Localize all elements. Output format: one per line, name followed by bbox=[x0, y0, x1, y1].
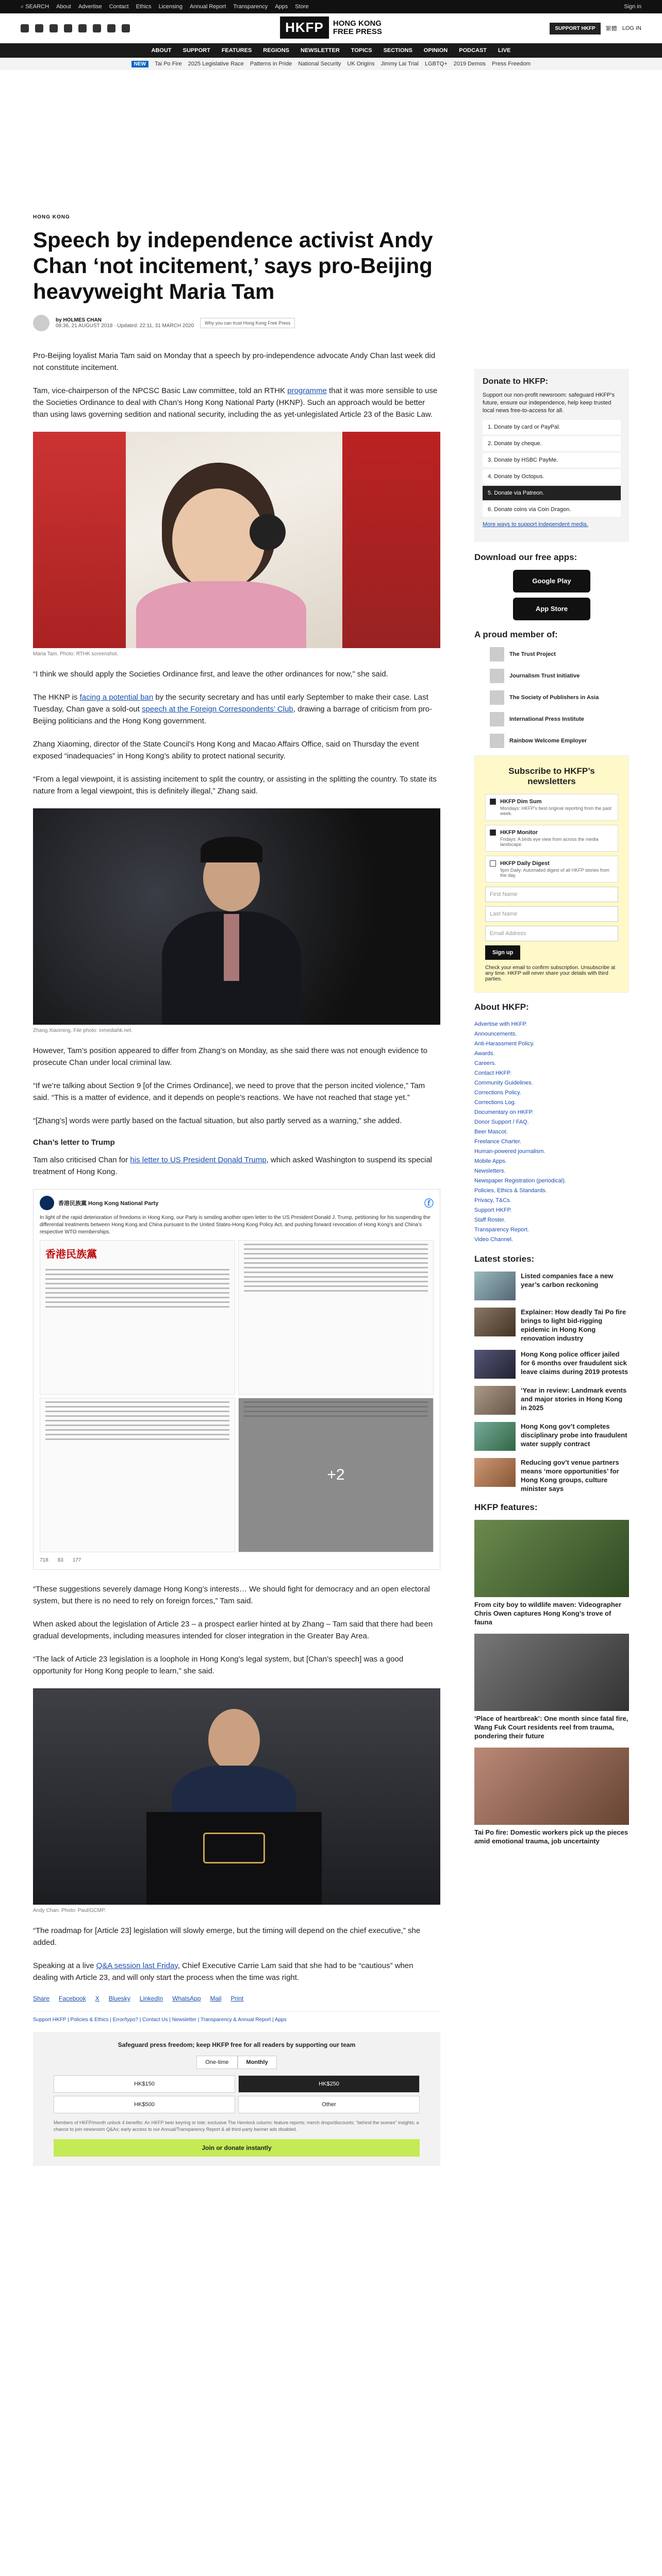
qa-session-link[interactable]: Q&A session last Friday bbox=[96, 1961, 178, 1970]
story-title: Hong Kong police officer jailed for 6 months over fraudulent sick leave claims during 2019 protests bbox=[521, 1350, 628, 1376]
option-name: HKFP Monitor bbox=[500, 829, 538, 836]
rss-icon[interactable] bbox=[122, 24, 130, 32]
newsletter-option[interactable] bbox=[485, 794, 618, 821]
logo-line1: HONG KONG bbox=[333, 19, 382, 28]
donate-widget-title: Safeguard press freedom; keep HKFP free for all readers by supporting our team bbox=[118, 2041, 356, 2048]
story-thumbnail bbox=[474, 1308, 516, 1336]
org-logo bbox=[490, 712, 504, 726]
story-title: Listed companies face a new year’s carbon reckoning bbox=[521, 1272, 614, 1289]
article-meta: by HOLMES CHAN 08:36, 21 AUGUST 2018 · Updated: 22:11, 31 MARCH 2020 Why you can trust Hong Kong Free Press bbox=[33, 315, 440, 331]
trending-link[interactable]: 2025 Legislative Race bbox=[188, 61, 244, 67]
author-avatar bbox=[33, 315, 49, 331]
org-name: Rainbow Welcome Employer bbox=[509, 738, 587, 744]
facebook-icon[interactable] bbox=[21, 24, 29, 32]
latest-story[interactable] bbox=[474, 1422, 629, 1451]
share-bluesky[interactable]: Bluesky bbox=[108, 1995, 130, 2002]
story-title: Explainer: How deadly Tai Po fire brings to light bid-rigging epidemic in Hong Kong renovation industry bbox=[521, 1308, 626, 1342]
option-name: HKFP Dim Sum bbox=[500, 799, 542, 805]
donate-intro[interactable]: Support our non-profit newsroom: safeguard HKFP’s future, ensure our independence, help keep trusted local news free-to-access for all. bbox=[483, 392, 615, 414]
email-input[interactable]: Email Address bbox=[485, 926, 618, 941]
member-title: A proud member of: bbox=[474, 630, 558, 639]
story-thumbnail bbox=[474, 1386, 516, 1415]
logo-box: HKFP bbox=[280, 16, 329, 39]
org-logo bbox=[490, 690, 504, 705]
topbar-link-advertise[interactable]: Advertise bbox=[78, 4, 102, 10]
programme-link[interactable]: programme bbox=[287, 386, 327, 395]
publish-date: 08:36, 21 AUGUST 2018 bbox=[56, 323, 113, 329]
instagram-icon[interactable] bbox=[49, 24, 58, 32]
paragraph: However, Tam’s position appeared to differ from Zhang’s on Monday, as she said there was not enough evidence to prosecute Chan under local criminal law. bbox=[33, 1046, 427, 1067]
trending-link[interactable]: UK Origins bbox=[347, 61, 375, 67]
amount-option[interactable]: HK$500 bbox=[54, 2096, 235, 2113]
page-avatar bbox=[40, 1196, 54, 1210]
about-link[interactable]: Anti-Harassment Policy. bbox=[474, 1041, 535, 1047]
about-link[interactable]: Newsletters. bbox=[474, 1168, 506, 1174]
text: The HKNP is bbox=[33, 693, 80, 702]
nav-topics[interactable]: TOPICS bbox=[351, 47, 372, 54]
org-name: The Society of Publishers in Asia bbox=[509, 694, 599, 701]
paragraph: Zhang Xiaoming, director of the State Council’s Hong Kong and Macao Affairs Office, said on Thursday the event exposed “inadequacies” in Hong Kong’s ability to protect national security. bbox=[33, 740, 419, 760]
text: that it was more sensible to use the Societies Ordinance to deal with Chan’s Hong Kong National Party (HKNP). Such an approach would be better than using laws governing sedition and national security, including the as yet-unlegislated Article 23 of the Basic Law. bbox=[33, 386, 438, 419]
nav-podcast[interactable]: PODCAST bbox=[459, 47, 487, 54]
fb-post-text: In light of the rapid deterioration of freedoms in Hong Kong, our Party is sending another open letter to the US President Donald J. Trump, petitioning for his suspending the differential treatments between Hong Kong and China pursuant to the United States-Hong Kong Policy Act, and pushing forward revocation of Hong Kong’s and China’s respective WTO memberships. bbox=[40, 1215, 431, 1235]
trending-bar bbox=[0, 58, 662, 70]
paragraph: “[Zhang’s] words were partly based on the factual situation, but also partly served as a warning,” she added. bbox=[33, 1116, 402, 1125]
share-linkedin[interactable]: LinkedIn bbox=[139, 1995, 163, 2002]
nav-opinion[interactable]: OPINION bbox=[423, 47, 448, 54]
bluesky-icon[interactable] bbox=[107, 24, 115, 32]
org-logo bbox=[490, 734, 504, 748]
login-link[interactable]: LOG IN bbox=[622, 25, 641, 31]
trending-link[interactable]: Jimmy Lai Trial bbox=[380, 61, 419, 67]
paragraph bbox=[33, 385, 440, 420]
letter-page[interactable] bbox=[40, 1240, 235, 1395]
amount-option[interactable]: Other bbox=[238, 2096, 420, 2113]
sidebar bbox=[474, 369, 629, 1853]
newsletter-option[interactable] bbox=[485, 856, 618, 883]
join-donate-button[interactable]: Join or donate instantly bbox=[54, 2139, 420, 2157]
linkedin-icon[interactable] bbox=[93, 24, 101, 32]
feature-image bbox=[474, 1634, 629, 1711]
support-hkfp-button[interactable]: SUPPORT HKFP bbox=[550, 23, 600, 35]
text: , drawing a barrage of criticism from pro-Beijing politicians and the Hong Kong government. bbox=[33, 705, 433, 725]
top-utility-bar bbox=[0, 0, 662, 13]
donate-option[interactable]: 2. Donate by cheque. bbox=[483, 436, 621, 451]
option-desc: Mondays: HKFP’s best original reporting from the past week. bbox=[500, 806, 611, 816]
org-logo bbox=[490, 647, 504, 662]
paragraph bbox=[33, 1960, 440, 1984]
article-footer-links[interactable]: Support HKFP | Policies & Ethics | Error/typo? | Contact Us | Newsletter | Transparency & Annual Report | Apps bbox=[33, 2011, 440, 2023]
paragraph: When asked about the legislation of Article 23 – a prospect earlier hinted at by Zhang – Tam said that there had been gradual developments, including measures intended for closer integration in the Greater Bay Area. bbox=[33, 1620, 433, 1640]
topbar-link-annual-report[interactable]: Annual Report bbox=[190, 4, 226, 10]
topbar-link-licensing[interactable]: Licensing bbox=[158, 4, 183, 10]
nav-support[interactable]: SUPPORT bbox=[183, 47, 210, 54]
story-thumbnail bbox=[474, 1272, 516, 1300]
trending-link[interactable]: 2019 Demos bbox=[453, 61, 486, 67]
feature-story[interactable] bbox=[474, 1634, 629, 1740]
paragraph: “The roadmap for [Article 23] legislation will slowly emerge, but the timing will depend on the chief executive,” she added. bbox=[33, 1926, 421, 1947]
zhang-xiaoming-photo bbox=[33, 808, 440, 1025]
latest-story[interactable] bbox=[474, 1350, 629, 1379]
language-switch[interactable]: 繁體 bbox=[605, 26, 617, 32]
about-link[interactable]: Beer Mascot. bbox=[474, 1129, 508, 1135]
feature-story[interactable] bbox=[474, 1520, 629, 1626]
about-link[interactable]: Video Channel. bbox=[474, 1236, 514, 1243]
story-title: Reducing gov’t venue partners means ‘more opportunities’ for Hong Kong groups, culture minister says bbox=[521, 1459, 619, 1493]
org-name: International Press Institute bbox=[509, 716, 584, 722]
text: , Chief Executive Carrie Lam said that she had to be “cautious” when dealing with Article 23, and will only start the process when the time was right. bbox=[33, 1961, 413, 1982]
nav-sections[interactable]: SECTIONS bbox=[383, 47, 412, 54]
article-title: Speech by independence activist Andy Chan ‘not incitement,’ says pro-Beijing heavyweight Maria Tam bbox=[33, 228, 433, 303]
option-desc: Fridays: A birds eye view from across the media landscape. bbox=[500, 837, 599, 847]
topbar-link-about[interactable]: About bbox=[56, 4, 71, 10]
about-link[interactable]: Staff Roster. bbox=[474, 1217, 506, 1223]
doc-heading: 香港民族黨 bbox=[45, 1249, 97, 1260]
about-link[interactable]: Donor Support / FAQ. bbox=[474, 1119, 529, 1125]
social-links bbox=[21, 24, 130, 32]
share-mail[interactable]: Mail bbox=[210, 1995, 222, 2002]
trending-link[interactable]: LGBTQ+ bbox=[424, 61, 448, 67]
likes-count[interactable]: 718 bbox=[40, 1557, 48, 1563]
about-link[interactable]: Careers. bbox=[474, 1060, 496, 1066]
about-link[interactable]: Community Guidelines. bbox=[474, 1080, 533, 1086]
amount-option[interactable]: HK$150 bbox=[54, 2075, 235, 2093]
feature-title: ‘Place of heartbreak’: One month since fatal fire, Wang Fuk Court residents reel from trauma, pondering their future bbox=[474, 1715, 628, 1740]
search-label: SEARCH bbox=[25, 3, 49, 10]
feature-title: From city boy to wildlife maven: Videographer Chris Owen captures Hong Kong’s trove of fauna bbox=[474, 1601, 622, 1626]
story-title: Hong Kong gov’t completes disciplinary probe into fraudulent water supply contract bbox=[521, 1422, 627, 1448]
trending-link[interactable]: National Security bbox=[298, 61, 341, 67]
text: Speaking at a live bbox=[33, 1961, 96, 1970]
paragraph: “From a legal viewpoint, it is assisting incitement to split the country, or assisting in the splitting the country. To state its nature from a legal viewpoint, this is definitely illegal,” Zhang said. bbox=[33, 775, 437, 795]
andy-chan-photo bbox=[33, 1688, 440, 1905]
amount-option[interactable]: HK$250 bbox=[238, 2075, 420, 2093]
feature-image bbox=[474, 1748, 629, 1825]
paragraph bbox=[33, 1154, 440, 1178]
search-link[interactable]: ⌕ SEARCH bbox=[21, 3, 49, 10]
paragraph bbox=[33, 691, 440, 727]
checkbox[interactable] bbox=[490, 829, 496, 836]
topbar-link-store[interactable]: Store bbox=[295, 4, 309, 10]
newsletter-box bbox=[474, 755, 629, 993]
article bbox=[33, 214, 440, 2166]
about-title: About HKFP: bbox=[474, 1002, 529, 1012]
google-play-button[interactable]: Google Play bbox=[513, 570, 590, 592]
about-link[interactable]: Transparency Report. bbox=[474, 1227, 529, 1233]
feature-title: Tai Po fire: Domestic workers pick up the pieces amid emotional trauma, job uncertainty bbox=[474, 1828, 628, 1845]
donate-option[interactable]: 3. Donate by HSBC PayMe. bbox=[483, 453, 621, 467]
about-link[interactable]: Mobile Apps. bbox=[474, 1158, 507, 1164]
share-whatsapp[interactable]: WhatsApp bbox=[172, 1995, 201, 2002]
donate-option[interactable]: 5. Donate via Patreon. bbox=[483, 486, 621, 500]
donate-widget bbox=[33, 2032, 440, 2166]
paragraph: “These suggestions severely damage Hong Kong’s interests… We should fight for democracy and an open electoral system, but there is no need to rely on foreign forces,” Tam said. bbox=[33, 1585, 430, 1605]
text: by the security secretary and has until early September to make their case. Last Tuesday, Chan gave a sold-out bbox=[33, 693, 428, 714]
share-x[interactable]: X bbox=[95, 1995, 100, 2002]
masthead bbox=[0, 13, 662, 43]
donate-option[interactable]: 4. Donate by Octopus. bbox=[483, 469, 621, 484]
about-link[interactable]: Contact HKFP. bbox=[474, 1070, 511, 1076]
donate-option[interactable]: 1. Donate by card or PayPal. bbox=[483, 420, 621, 434]
org-name: Journalism Trust Initiative bbox=[509, 673, 580, 679]
option-name: HKFP Daily Digest bbox=[500, 860, 550, 867]
member-org[interactable] bbox=[490, 647, 629, 662]
member-org[interactable] bbox=[490, 669, 629, 683]
facebook-icon: ⓕ bbox=[424, 1198, 434, 1209]
about-link[interactable]: Newspaper Registration (periodical). bbox=[474, 1178, 566, 1184]
fcc-speech-link[interactable]: speech at the Foreign Correspondents’ Club bbox=[141, 705, 293, 714]
text: Tam also criticised Chan for bbox=[33, 1156, 130, 1164]
youtube-icon[interactable] bbox=[64, 24, 72, 32]
paragraph: “I think we should apply the Societies Ordinance first, and leave the other ordinances for now,” she said. bbox=[33, 670, 388, 679]
about-link[interactable]: Corrections Log. bbox=[474, 1099, 516, 1106]
signup-button[interactable]: Sign up bbox=[485, 945, 520, 960]
more-photos-overlay[interactable]: +2 bbox=[239, 1398, 433, 1552]
feature-image bbox=[474, 1520, 629, 1597]
first-name-input[interactable]: First Name bbox=[485, 887, 618, 902]
latest-story[interactable] bbox=[474, 1386, 629, 1415]
newsletter-option[interactable] bbox=[485, 825, 618, 852]
photo-caption: Maria Tam. Photo: RTHK screenshot. bbox=[33, 651, 119, 657]
paragraph: “If we’re talking about Section 9 [of the Crimes Ordinance], we need to prove that the person incited violence,” Tam said. “This is a matter of evidence, and it depends on people’s reactions. We have not reached that stage yet.” bbox=[33, 1081, 425, 1102]
trust-link[interactable]: Why you can trust Hong Kong Free Press bbox=[200, 318, 295, 328]
story-title: ‘Year in review: Landmark events and major stories in Hong Kong in 2025 bbox=[521, 1386, 627, 1412]
topbar-link-contact[interactable]: Contact bbox=[109, 4, 129, 10]
trump-letter-link[interactable]: his letter to US President Donald Trump bbox=[130, 1156, 267, 1164]
donate-option[interactable]: 6. Donate coins via Coin Dragon. bbox=[483, 502, 621, 517]
checkbox[interactable] bbox=[490, 799, 496, 805]
about-link[interactable]: Human-powered journalism. bbox=[474, 1148, 545, 1155]
donate-title: Donate to HKFP: bbox=[483, 377, 549, 386]
topbar-link-ethics[interactable]: Ethics bbox=[136, 4, 152, 10]
hkfp-logo[interactable] bbox=[280, 16, 382, 39]
share-print[interactable]: Print bbox=[230, 1995, 244, 2002]
text: Tam, vice-chairperson of the NPCSC Basic Law committee, told an RTHK bbox=[33, 386, 288, 395]
about-link[interactable]: Awards. bbox=[474, 1050, 495, 1057]
about-link[interactable]: Policies, Ethics & Standards. bbox=[474, 1188, 547, 1194]
feature-story[interactable] bbox=[474, 1748, 629, 1845]
share-label: Share bbox=[33, 1995, 50, 2002]
checkbox[interactable] bbox=[490, 860, 496, 867]
fb-page-name[interactable]: 香港民族黨 Hong Kong National Party bbox=[58, 1200, 159, 1207]
about-link[interactable]: Privacy, T&Cs. bbox=[474, 1197, 511, 1204]
member-org[interactable] bbox=[490, 690, 629, 705]
latest-story[interactable] bbox=[474, 1272, 629, 1300]
logo-line2: FREE PRESS bbox=[333, 27, 382, 36]
comments-count[interactable]: 83 bbox=[57, 1557, 63, 1563]
text: , which asked Washington to suspend its special treatment of Hong Kong. bbox=[33, 1156, 432, 1176]
member-org[interactable] bbox=[490, 712, 629, 726]
about-link[interactable]: Advertise with HKFP. bbox=[474, 1021, 527, 1027]
signin-link[interactable]: Sign in bbox=[624, 4, 641, 10]
nav-features[interactable]: FEATURES bbox=[221, 47, 252, 54]
share-bar bbox=[33, 1995, 440, 2002]
member-org[interactable] bbox=[490, 734, 629, 748]
facebook-embed[interactable] bbox=[33, 1189, 440, 1570]
new-badge: NEW bbox=[131, 61, 148, 67]
option-desc: 9pm Daily: Automated digest of all HKFP stories from the day. bbox=[500, 868, 609, 878]
org-logo bbox=[490, 669, 504, 683]
fb-reactions bbox=[40, 1557, 434, 1563]
newsletter-title: Subscribe to HKFP’s newsletters bbox=[508, 766, 595, 786]
potential-ban-link[interactable]: facing a potential ban bbox=[79, 693, 154, 702]
paragraph: Pro-Beijing loyalist Maria Tam said on Monday that a speech by pro-independence advocate Andy Chan last week did not constitute incitement. bbox=[33, 351, 436, 372]
nav-live[interactable]: LIVE bbox=[498, 47, 511, 54]
latest-story[interactable] bbox=[474, 1308, 629, 1343]
nav-regions[interactable]: REGIONS bbox=[263, 47, 290, 54]
app-store-button[interactable]: App Store bbox=[513, 598, 590, 620]
story-thumbnail bbox=[474, 1422, 516, 1451]
maria-tam-photo bbox=[33, 432, 440, 648]
letter-page[interactable] bbox=[238, 1240, 434, 1395]
tab-one-time[interactable]: One-time bbox=[196, 2056, 237, 2069]
more-ways-link[interactable]: More ways to support independent media. bbox=[483, 521, 588, 528]
photo-caption: Andy Chan. Photo: Paul/GCMP. bbox=[33, 1908, 106, 1913]
updated-date: Updated: 22:11, 31 MARCH 2020 bbox=[117, 323, 194, 329]
letter-page[interactable] bbox=[40, 1398, 235, 1552]
about-link[interactable]: Corrections Policy. bbox=[474, 1090, 521, 1096]
story-thumbnail bbox=[474, 1458, 516, 1487]
org-name: The Trust Project bbox=[509, 651, 556, 657]
about-link[interactable]: Support HKFP. bbox=[474, 1207, 512, 1213]
donate-box bbox=[474, 369, 629, 542]
features-title: HKFP features: bbox=[474, 1502, 538, 1512]
nav-about[interactable]: ABOUT bbox=[151, 47, 172, 54]
story-thumbnail bbox=[474, 1350, 516, 1379]
logo-text bbox=[333, 20, 382, 36]
section-heading: Chan’s letter to Trump bbox=[33, 1138, 115, 1147]
shares-count[interactable]: 177 bbox=[72, 1557, 81, 1563]
latest-title: Latest stories: bbox=[474, 1254, 535, 1264]
share-facebook[interactable]: Facebook bbox=[59, 1995, 86, 2002]
paragraph: “The lack of Article 23 legislation is a loophole in Hong Kong’s legal system, but [Chan’s speech] was a good opportunity for Hong Kong people to learn,” she said. bbox=[33, 1655, 404, 1675]
main-nav bbox=[0, 43, 662, 58]
x-icon[interactable] bbox=[35, 24, 43, 32]
photo-caption: Zhang Xiaoming. File photo: inmediahk.net. bbox=[33, 1028, 133, 1033]
latest-story[interactable] bbox=[474, 1458, 629, 1493]
topbar-link-transparency[interactable]: Transparency bbox=[233, 4, 268, 10]
apps-title: Download our free apps: bbox=[474, 552, 577, 562]
trending-link[interactable]: Patterns in Pride bbox=[250, 61, 292, 67]
last-name-input[interactable]: Last Name bbox=[485, 906, 618, 922]
about-link[interactable]: Announcements. bbox=[474, 1031, 517, 1037]
letter-page[interactable] bbox=[238, 1398, 434, 1552]
membership-benefits: Members of HKFP/month unlock 4 benefits: An HKFP beer keyring or tote; exclusive The Hemlock column; feature reports; merch drops/discounts; “behind the scenes” insights; a chance to join newsroom Q&As; early access to our Annual/Transparency Report & all third-party banner ads disabled. bbox=[54, 2120, 419, 2132]
trending-link[interactable]: Tai Po Fire bbox=[155, 61, 182, 67]
author-byline[interactable]: by HOLMES CHAN bbox=[56, 317, 102, 323]
trending-link[interactable]: Press Freedom bbox=[492, 61, 531, 67]
tab-monthly[interactable]: Monthly bbox=[238, 2056, 277, 2069]
threads-icon[interactable] bbox=[78, 24, 87, 32]
about-link[interactable]: Freelance Charter. bbox=[474, 1139, 522, 1145]
topbar-link-apps[interactable]: Apps bbox=[275, 4, 288, 10]
about-links bbox=[474, 1020, 629, 1245]
about-link[interactable]: Documentary on HKFP. bbox=[474, 1109, 534, 1115]
newsletter-note: Check your email to confirm subscription. Unsubscribe at any time. HKFP will never share your details with third parties. bbox=[485, 965, 616, 982]
nav-newsletter[interactable]: NEWSLETTER bbox=[301, 47, 340, 54]
article-kicker[interactable]: HONG KONG bbox=[33, 214, 70, 220]
